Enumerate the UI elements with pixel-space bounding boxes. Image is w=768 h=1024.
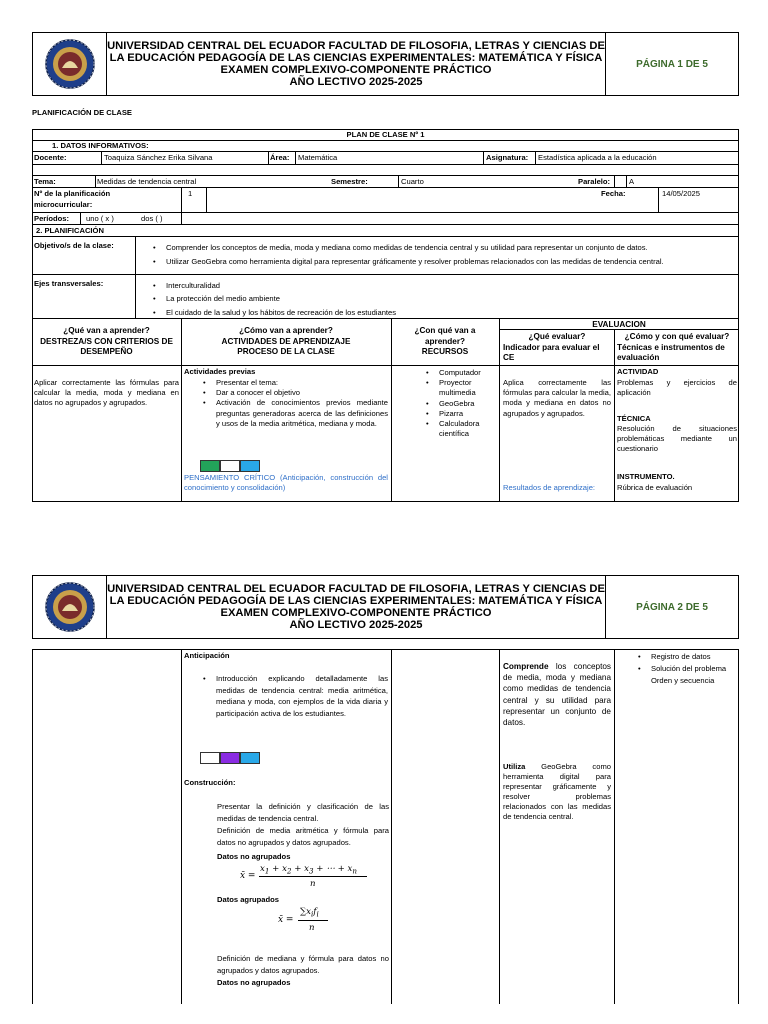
- semestre-label: Semestre:: [331, 177, 368, 186]
- mediana-p: Definición de mediana y fórmula para datos no agrupados y datos agrupados.: [217, 954, 389, 975]
- objetivos-list: [150, 241, 735, 269]
- semestre-value: Cuarto: [401, 177, 424, 186]
- header-title-line: EXAMEN COMPLEXIVO-COMPONENTE PRÁCTICO: [220, 64, 492, 76]
- page1-header: [32, 32, 739, 96]
- header-title-line: LA EDUCACIÓN PEDAGOGÍA DE LAS CIENCIAS EXPERIMENTALES: MATEMÁTICA Y FÍSICA: [109, 52, 603, 64]
- asignatura-label: Asignatura:: [486, 153, 529, 162]
- ejes-label: Ejes transversales:: [34, 279, 104, 288]
- actividad-label: ACTIVIDAD: [617, 367, 659, 376]
- planificacion-heading: 2. PLANIFICACIÓN: [36, 226, 104, 235]
- num-planificacion-label: Nº de la planificación: [34, 189, 111, 198]
- fecha-label: Fecha:: [601, 189, 626, 198]
- header-title-line: UNIVERSIDAD CENTRAL DEL ECUADOR FACULTAD DE FILOSOFIA, LETRAS Y CIENCIAS DE: [107, 583, 605, 595]
- header-title-line: UNIVERSIDAD CENTRAL DEL ECUADOR FACULTAD DE FILOSOFIA, LETRAS Y CIENCIAS DE: [107, 40, 605, 52]
- area-label: Área:: [270, 153, 290, 162]
- header-title-line: EXAMEN COMPLEXIVO-COMPONENTE PRÁCTICO: [220, 607, 492, 619]
- tecnica-label: TÉCNICA: [617, 414, 651, 423]
- instrumento-label: INSTRUMENTO.: [617, 472, 675, 481]
- num-planificacion-label-2: microcurricular:: [34, 200, 93, 209]
- construccion-title: Construcción:: [184, 778, 236, 787]
- anticipacion-item: • Introducción explicando detalladamente las medidas de tendencia central: media aritmética, mediana y moda, con ejemplos de la vida diaria y participación activa de los estudiantes.: [200, 673, 388, 719]
- color-square-green: [200, 460, 220, 472]
- header-title: [107, 576, 606, 638]
- periodos-dos: dos ( ): [141, 214, 163, 223]
- area-value: Matemática: [298, 153, 338, 162]
- header-title-line: AÑO LECTIVO 2025-2025: [289, 619, 423, 631]
- header-title-line: LA EDUCACIÓN PEDAGOGÍA DE LAS CIENCIAS EXPERIMENTALES: MATEMÁTICA Y FÍSICA: [109, 595, 603, 607]
- tema-value: Medidas de tendencia central: [97, 177, 197, 186]
- utiliza-text: Utiliza GeoGebra como herramienta digital para representar gráficamente y resolver problemas relacionados con las medidas de tendencia central.: [503, 762, 611, 821]
- recurso-item: • Proyector multimedia: [423, 378, 497, 398]
- color-square-white: [200, 752, 220, 764]
- eje-item: • Interculturalidad: [150, 279, 735, 292]
- ejes-list: [150, 279, 735, 319]
- col-header-actividades: ¿Cómo van a aprender? ACTIVIDADES DE APRENDIZAJE PROCESO DE LA CLASE: [221, 326, 351, 356]
- page-number: PÁGINA 2 DE 5: [636, 601, 708, 613]
- datos-agrupados-label: Datos agrupados: [217, 895, 280, 904]
- page-number: PÁGINA 1 DE 5: [636, 58, 708, 70]
- plan-title: PLAN DE CLASE Nº 1: [346, 130, 425, 139]
- header-title: [107, 33, 606, 95]
- comprende-text: Comprende los conceptos de media, moda y mediana como medidas de tendencia central y su utilidad para representar un conjunto de datos.: [503, 662, 611, 728]
- eje-item: • El cuidado de la salud y los hábitos de recreación de los estudiantes: [150, 306, 735, 319]
- recurso-item: • Computador: [423, 368, 497, 378]
- docente-label: Docente:: [34, 153, 67, 162]
- registro-item: • Registro de datos: [635, 651, 737, 663]
- objetivos-label: Objetivo/s de la clase:: [34, 241, 114, 250]
- color-square-white: [220, 460, 240, 472]
- objetivo-item: • Utilizar GeoGebra como herramienta digital para representar gráficamente y resolver problemas relacionados con las medidas de tendencia central.: [150, 255, 735, 269]
- university-logo-cell: [33, 576, 107, 638]
- eje-item: • La protección del medio ambiente: [150, 292, 735, 305]
- recurso-item: • Pizarra: [423, 409, 497, 419]
- anticipacion-title: Anticipación: [184, 651, 230, 660]
- tecnica-value: Resolución de situaciones problemáticas mediante un cuestionario: [617, 424, 737, 454]
- construccion-p2: Definición de media aritmética y fórmula para datos no agrupados y datos agrupados.: [217, 826, 389, 847]
- indicador-text: Aplica correctamente las fórmulas para calcular la media, moda y mediana en datos no agrupados y agrupados.: [503, 378, 611, 418]
- actividades-previas-title: Actividades previas: [184, 367, 256, 376]
- fecha-value: 14/05/2025: [662, 189, 701, 198]
- periodos-label: Períodos:: [34, 214, 70, 223]
- paralelo-label: Paralelo:: [578, 177, 611, 186]
- page2-header: [32, 575, 739, 639]
- num-planificacion-value: 1: [188, 189, 193, 198]
- destreza-text: Aplicar correctamente las fórmulas para calcular la media, moda y mediana en datos no agrupados y agrupados.: [34, 378, 179, 408]
- header-title-line: AÑO LECTIVO 2025-2025: [289, 76, 423, 88]
- tema-label: Tema:: [34, 177, 56, 186]
- actividad-value: Problemas y ejercicios de aplicación: [617, 378, 737, 398]
- periodos-uno: uno ( x ): [86, 214, 114, 223]
- university-seal-icon: [44, 38, 96, 90]
- datos-heading: 1. DATOS INFORMATIVOS:: [52, 141, 149, 150]
- university-logo-cell: [33, 33, 107, 95]
- datos-no-agrupados-label: Datos no agrupados: [217, 852, 291, 861]
- recurso-item: • GeoGebra: [423, 399, 497, 409]
- recurso-item: • Calculadora científica: [423, 419, 497, 439]
- anticipacion-list: [200, 673, 388, 719]
- instrumento-value: Rúbrica de evaluación: [617, 483, 693, 492]
- pensamiento-critico: PENSAMIENTO CRÍTICO (Anticipación, construcción del conocimiento y consolidación): [184, 473, 388, 493]
- objetivo-item: • Comprender los conceptos de media, moda y mediana como medidas de tendencia central y su utilidad para representar un conjunto de datos.: [150, 241, 735, 255]
- registro-list: [635, 651, 737, 687]
- resultados-aprendizaje: Resultados de aprendizaje:: [503, 483, 596, 492]
- actividad-item: • Activación de conocimientos previos mediante preguntas generadoras acerca de las definiciones y usos de la media aritmética, mediana y moda.: [200, 398, 388, 429]
- section-title: PLANIFICACIÓN DE CLASE: [32, 108, 132, 117]
- actividades-list: [200, 378, 388, 429]
- col-header-destreza: ¿Qué van a aprender? DESTREZA/S CON CRITERIOS DE DESEMPEÑO: [40, 326, 173, 356]
- actividad-item: • Presentar el tema:: [200, 378, 388, 388]
- actividad-item: • Dar a conocer el objetivo: [200, 388, 388, 398]
- recursos-list: [423, 368, 497, 439]
- asignatura-value: Estadística aplicada a la educación: [538, 153, 657, 162]
- color-square-blue: [240, 752, 260, 764]
- color-square-purple: [220, 752, 240, 764]
- col-header-evaluacion: EVALUACION: [592, 320, 646, 329]
- datos-no-agrupados-label-2: Datos no agrupados: [217, 978, 291, 987]
- paralelo-value: A: [629, 177, 635, 186]
- registro-item: • Solución del problema Orden y secuencia: [635, 663, 737, 687]
- col-header-recursos: ¿Con qué van a aprender? RECURSOS: [414, 326, 476, 356]
- color-square-blue: [240, 460, 260, 472]
- col-header-tecnicas: ¿Cómo y con qué evaluar? Técnicas e instrumentos de evaluación: [617, 332, 730, 362]
- col-header-indicador: ¿Qué evaluar? Indicador para evaluar el CE: [503, 332, 600, 362]
- university-seal-icon: [44, 581, 96, 633]
- docente-value: Toaquiza Sánchez Erika Silvana: [104, 153, 213, 162]
- construccion-p1: Presentar la definición y clasificación de las medidas de tendencia central.: [217, 802, 389, 823]
